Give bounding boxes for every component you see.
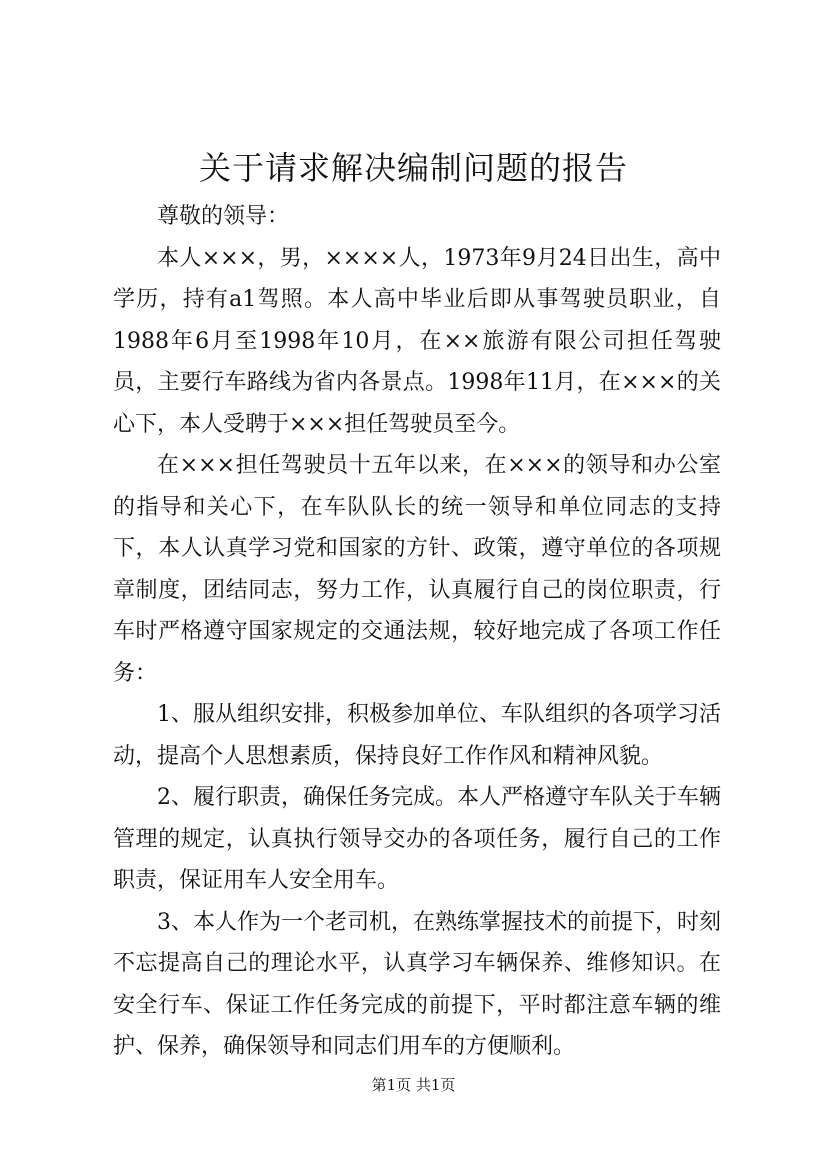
paragraph-item-1: 1、服从组织安排，积极参加单位、车队组织的各项学习活动，提高个人思想素质，保持良好工作作风和精神风貌。 [113,702,721,769]
paragraph-item-3: 3、本人作为一个老司机，在熟练掌握技术的前提下，时刻不忘提高自己的理论水平，认真学习车辆保养、维修知识。在安全行车、保证工作任务完成的前提下，平时都注意车辆的维护、保养，确保领导和同志们用车的方便顺利。 [113,909,721,1059]
page-number-footer: 第1页 共1页 [371,1076,456,1094]
salutation: 尊敬的领导： [157,204,290,229]
paragraph-item-2: 2、履行职责，确保任务完成。本人严格遵守车队关于车辆管理的规定，认真执行领导交办的各项任务，履行自己的工作职责，保证用车人安全用车。 [113,785,721,893]
document-title: 关于请求解决编制问题的报告 [198,149,628,187]
document-body [113,196,721,1068]
paragraph-personal-info: 本人×××，男，××××人，1973年9月24日出生，高中学历，持有a1驾照。本人高中毕业后即从事驾驶员职业，自1988年6月至1998年10月，在××旅游有限公司担任驾驶员，主要行车路线为省内各景点。1998年11月，在×××的关心下，本人受聘于×××担任驾驶员至今。 [113,245,721,437]
paragraph-work-summary: 在×××担任驾驶员十五年以来，在×××的领导和办公室的指导和关心下，在车队队长的统一领导和单位同志的支持下，本人认真学习党和国家的方针、政策，遵守单位的各项规章制度，团结同志，努力工作，认真履行自己的岗位职责，行车时严格遵守国家规定的交通法规，较好地完成了各项工作任务： [113,453,721,686]
